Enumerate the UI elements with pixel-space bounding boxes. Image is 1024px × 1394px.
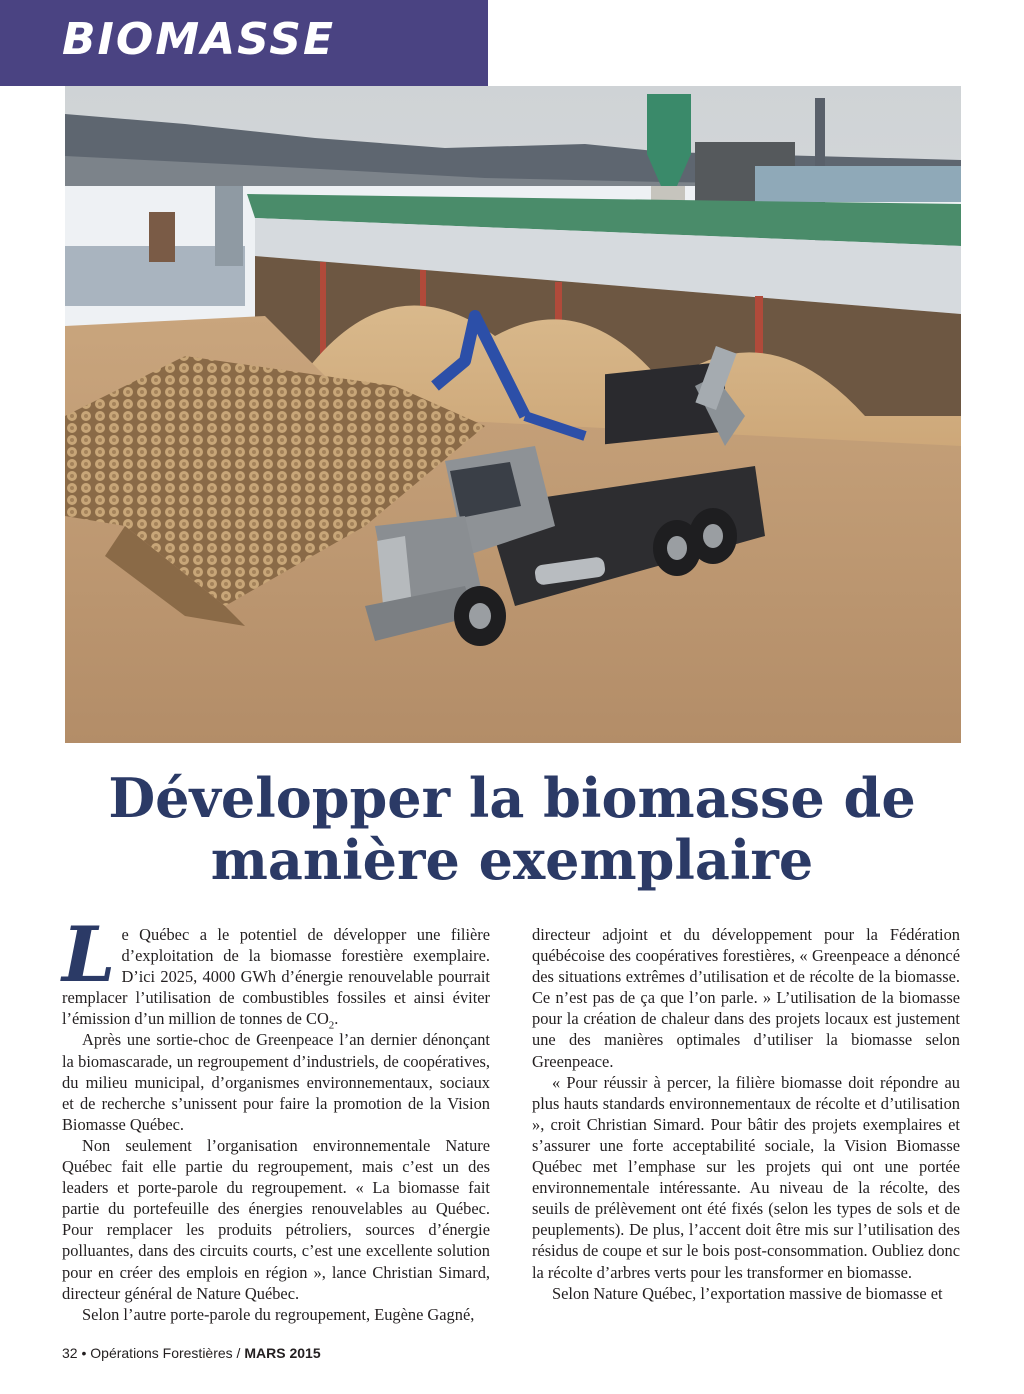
paragraph-1-end: . xyxy=(334,1009,339,1029)
footer-slash: / xyxy=(232,1345,245,1361)
publication-name: Opérations Forestières xyxy=(90,1345,233,1361)
footer-separator: • xyxy=(77,1345,91,1361)
paragraph-7: Selon Nature Québec, l’exportation massive de biomasse et xyxy=(552,1283,943,1303)
section-label: BIOMASSE xyxy=(62,14,336,65)
article-column-left xyxy=(62,910,490,1325)
paragraph-1 xyxy=(62,910,490,1032)
paragraph-6: « Pour réussir à percer, la filière biomasse doit répondre au plus hauts standards environnementaux de récolte et d’utilisation », croit Christian Simard. Pour bâtir des projets exemplaires et s’assurer une forte acceptabilité sociale, la Vision Biomasse Québec met l’emphase sur les projets qui ont une portée environnementale intéressante. Au niveau de la récolte, des seuils de prélèvement ont été fixés (selon les types de sols et de peuplements). De plus, l’accent doit être mis sur l’utilisation des résidus de coupe et sur le bois post-consommation. Oubliez donc la récolte d’arbres verts pour les transformer en biomasse. xyxy=(532,1072,960,1282)
issue-date: MARS 2015 xyxy=(244,1345,321,1361)
headline-line-1: Développer la biomasse de xyxy=(108,766,916,830)
co2-subscript: 2 xyxy=(328,1019,335,1032)
page-footer xyxy=(62,1345,321,1361)
section-tab xyxy=(0,0,488,86)
headline-line-2: manière exemplaire xyxy=(210,828,814,892)
article-photo xyxy=(65,86,961,743)
paragraph-2: Après une sortie-choc de Greenpeace l’an dernier dénonçant la biomascarade, un regroupement d’industriels, de coopératives, du milieu municipal, d’organismes environnementaux, sociaux et de recherche s’unissent pour faire la promotion de la Vision Biomasse Québec. xyxy=(62,1030,490,1134)
drop-cap: L xyxy=(62,910,116,999)
paragraph-5: directeur adjoint et du développement pour la Fédération québécoise des coopératives forestières, « Greenpeace a dénoncé des situations extrêmes d’utilisation et de récolte de la biomasse. Ce n’est pas de ça que l’on parle. » L’utilisation de la biomasse pour la création de chaleur dans des projets locaux est justement une des manières optimales d’utiliser la biomasse selon Greenpeace. xyxy=(532,925,960,1071)
paragraph-1-text: e Québec a le potentiel de développer une filière d’exploitation de la biomasse forestière exemplaire. D’ici 2025, 4000 GWh d’énergie renouvelable pourrait remplacer l’utilisation de combustibles fossiles et ainsi éviter l’émission d’un million de tonnes de CO xyxy=(62,925,490,1029)
article-headline xyxy=(40,767,984,891)
truck-photo-illustration xyxy=(65,86,961,743)
paragraph-4: Selon l’autre porte-parole du regroupement, Eugène Gagné, xyxy=(82,1304,475,1324)
page-number: 32 xyxy=(62,1345,78,1361)
article-column-right xyxy=(532,924,960,1304)
paragraph-3: Non seulement l’organisation environnementale Nature Québec fait elle partie du regroupement, mais c’est un des leaders et porte-parole du regroupement. « La biomasse fait partie du portefeuille des énergies renouvelables au Québec. Pour remplacer les produits pétroliers, sources d’énergie polluantes, dans des circuits courts, c’est une excellente solution pour en créer des emplois en région », lance Christian Simard, directeur général de Nature Québec. xyxy=(62,1135,490,1303)
